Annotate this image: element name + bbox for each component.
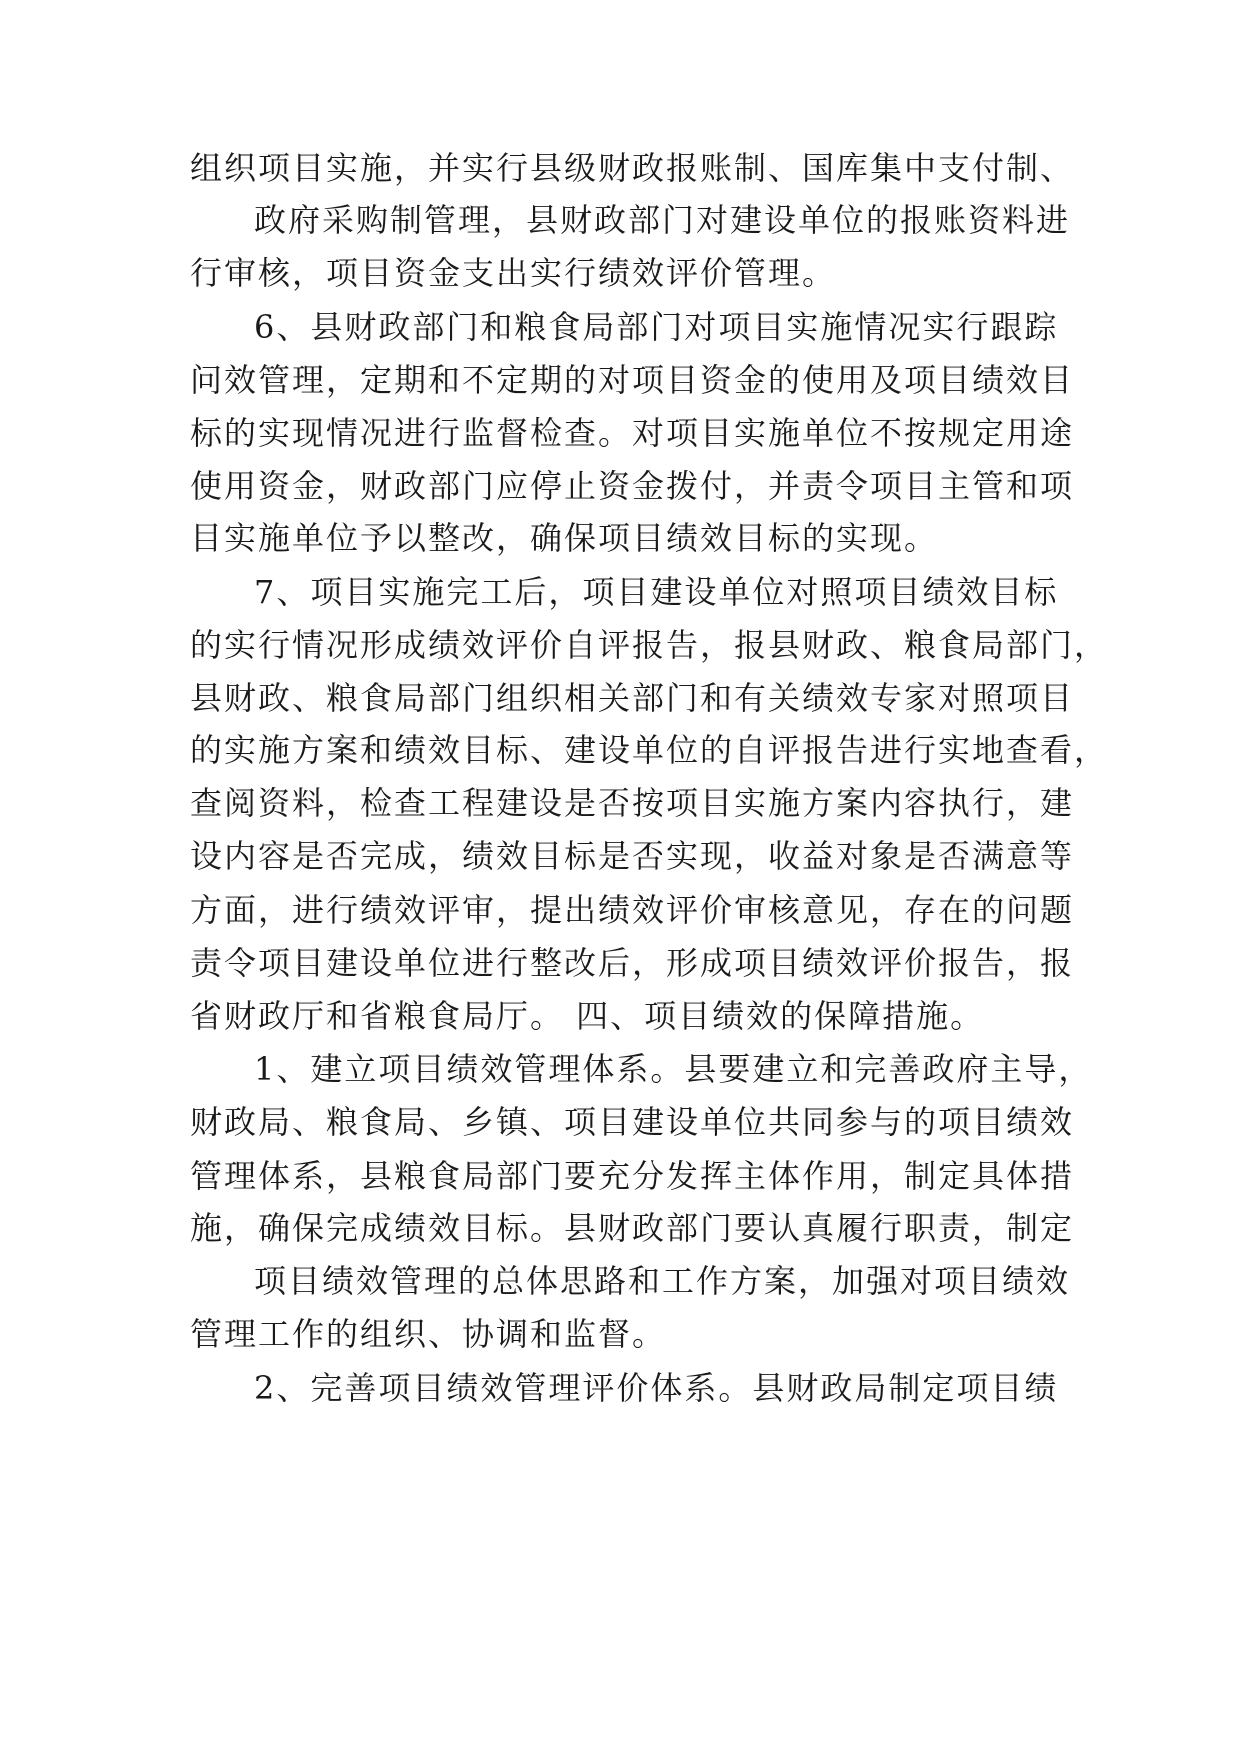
paragraph-start: 6、县财政部门和粮食局部门对项目实施情况实行跟踪 (254, 308, 1059, 346)
text-line: 的实施方案和绩效目标、建设单位的自评报告进行实地查看， (190, 731, 1109, 769)
text-line: 政府采购制管理，县财政部门对建设单位的报账资料进 (254, 201, 1071, 239)
text-line: 管理工作的组织、协调和监督。 (190, 1315, 667, 1353)
text-line: 使用资金，财政部门应停止资金拨付，并责令项目主管和项 (190, 467, 1075, 505)
text-line: 项目绩效管理的总体思路和工作方案，加强对项目绩效 (254, 1262, 1071, 1300)
paragraph-start: 2、完善项目绩效管理评价体系。县财政局制定项目绩 (254, 1369, 1059, 1407)
text-line: 组织项目实施，并实行县级财政报账制、国库集中支付制、 (190, 149, 1075, 187)
text-line: 责令项目建设单位进行整改后，形成项目绩效评价报告，报 (190, 944, 1075, 982)
text-line: 财政局、粮食局、乡镇、项目建设单位共同参与的项目绩效 (190, 1103, 1075, 1141)
text-line: 问效管理，定期和不定期的对项目资金的使用及项目绩效目 (190, 361, 1075, 399)
text-line: 省财政厅和省粮食局厅。 四、项目绩效的保障措施。 (190, 997, 985, 1035)
text-line: 查阅资料，检查工程建设是否按项目实施方案内容执行，建 (190, 784, 1075, 822)
text-line: 目实施单位予以整改，确保项目绩效目标的实现。 (190, 519, 939, 557)
text-line: 方面，进行绩效评审，提出绩效评价审核意见，存在的问题 (190, 891, 1075, 929)
text-line: 标的实现情况进行监督检查。对项目实施单位不按规定用途 (190, 414, 1075, 452)
text-line: 管理体系，县粮食局部门要充分发挥主体作用，制定具体措 (190, 1157, 1075, 1195)
text-line: 行审核，项目资金支出实行绩效评价管理。 (190, 254, 837, 292)
paragraph-start: 7、项目实施完工后，项目建设单位对照项目绩效目标 (254, 573, 1059, 611)
text-line: 的实行情况形成绩效评价自评报告，报县财政、粮食局部门， (190, 626, 1109, 664)
text-line: 县财政、粮食局部门组织相关部门和有关绩效专家对照项目 (190, 679, 1075, 717)
text-line: 施，确保完成绩效目标。县财政部门要认真履行职责，制定 (190, 1209, 1075, 1247)
text-line: 设内容是否完成，绩效目标是否实现，收益对象是否满意等 (190, 837, 1075, 875)
paragraph-start: 1、建立项目绩效管理体系。县要建立和完善政府主导， (254, 1050, 1093, 1088)
